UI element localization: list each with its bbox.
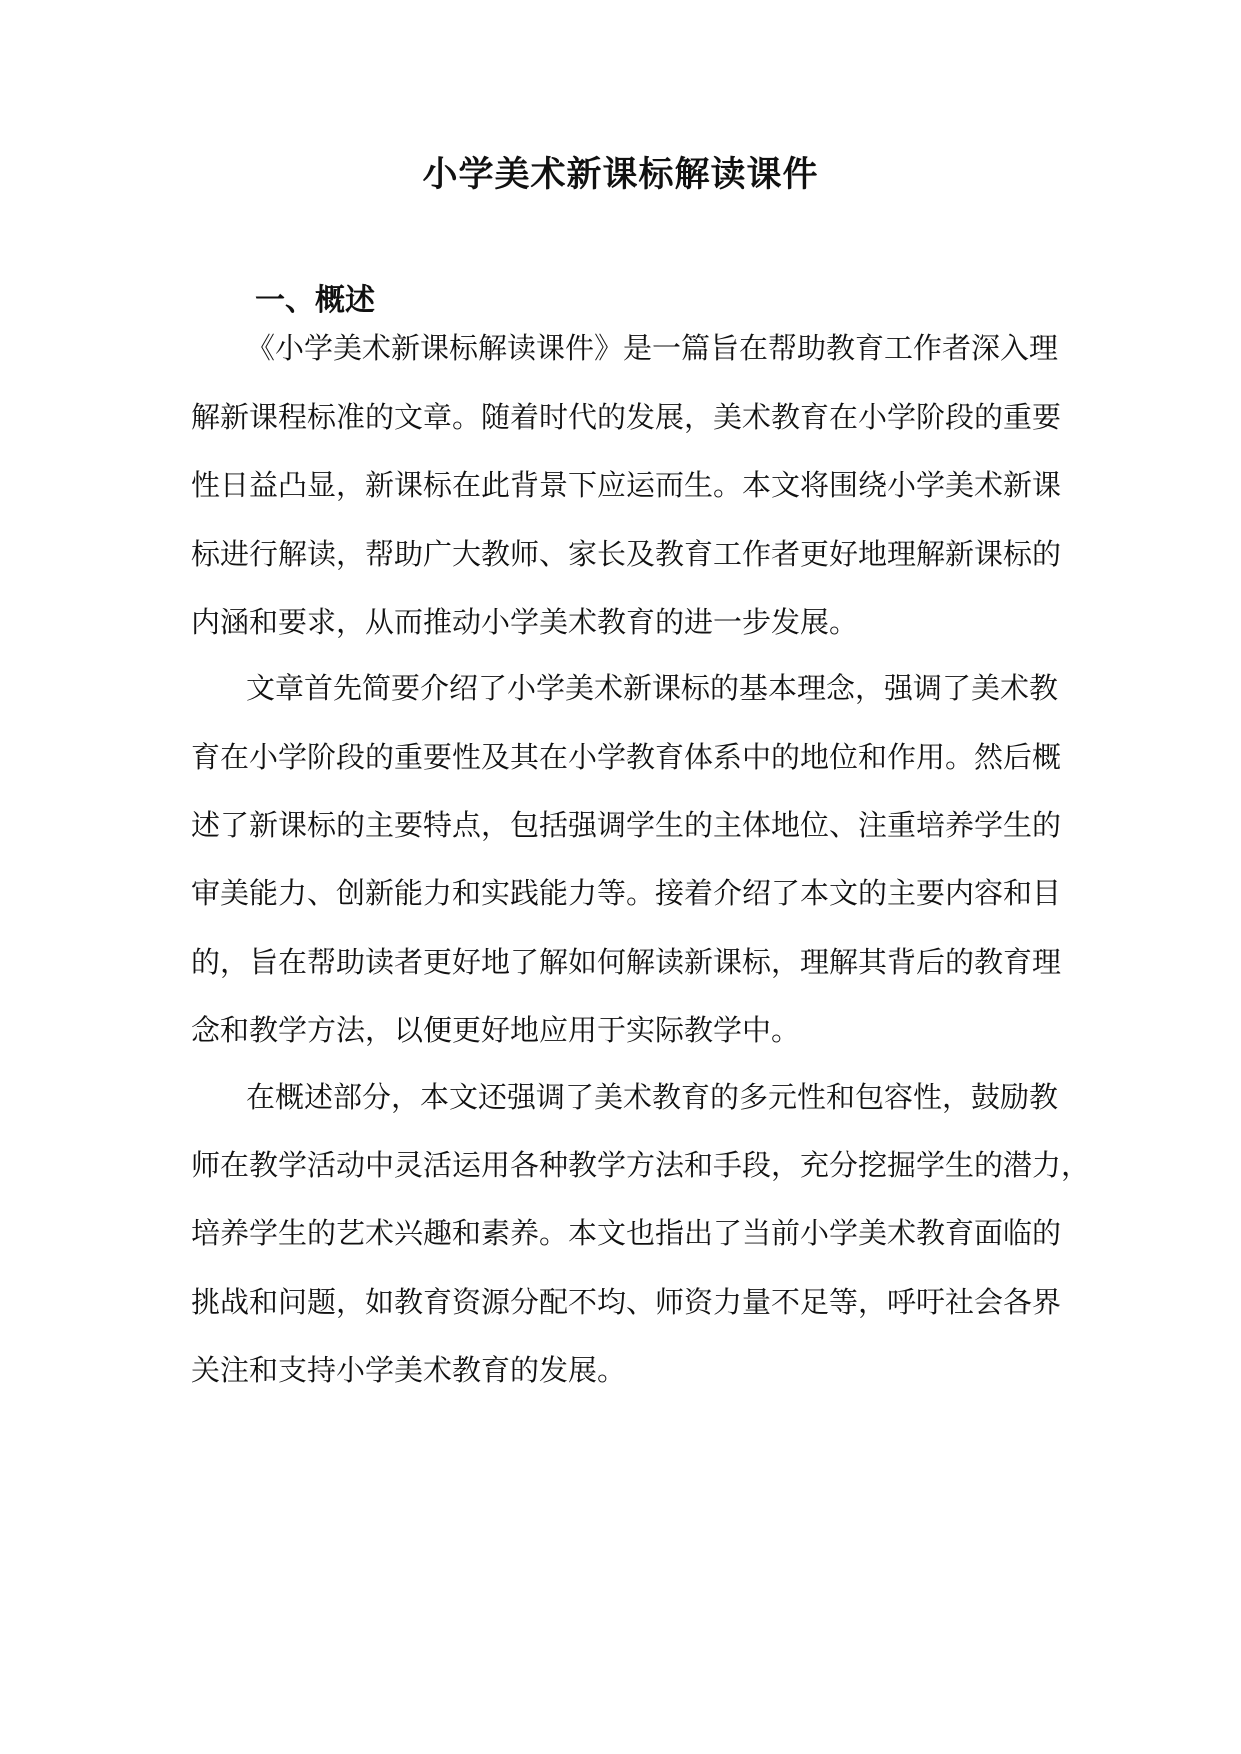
paragraph-line: 挑战和问题，如教育资源分配不均、师资力量不足等，呼吁社会各界 [191,1285,1062,1319]
paragraph-line: 文章首先简要介绍了小学美术新课标的基本理念，强调了美术教 [246,671,1059,705]
paragraph-line: 《小学美术新课标解读课件》是一篇旨在帮助教育工作者深入理 [246,331,1059,365]
paragraph-line: 性日益凸显，新课标在此背景下应运而生。本文将围绕小学美术新课 [191,468,1062,502]
paragraph-line: 师在教学活动中灵活运用各种教学方法和手段，充分挖掘学生的潜力， [191,1148,1091,1182]
paragraph-line: 内涵和要求，从而推动小学美术教育的进一步发展。 [191,605,859,639]
paragraph-line: 的，旨在帮助读者更好地了解如何解读新课标，理解其背后的教育理 [191,945,1062,979]
paragraph-line: 念和教学方法，以便更好地应用于实际教学中。 [191,1013,801,1047]
paragraph-line: 育在小学阶段的重要性及其在小学教育体系中的地位和作用。然后概 [191,740,1062,774]
paragraph-line: 标进行解读，帮助广大教师、家长及教育工作者更好地理解新课标的 [191,537,1062,571]
paragraph-line: 述了新课标的主要特点，包括强调学生的主体地位、注重培养学生的 [191,808,1062,842]
paragraph-line: 关注和支持小学美术教育的发展。 [191,1353,627,1387]
section-heading: 一、概述 [255,283,375,318]
paragraph-line: 审美能力、创新能力和实践能力等。接着介绍了本文的主要内容和目 [191,876,1062,910]
paragraph-line: 培养学生的艺术兴趣和素养。本文也指出了当前小学美术教育面临的 [191,1216,1062,1250]
document-title: 小学美术新课标解读课件 [422,154,819,195]
paragraph-line: 在概述部分，本文还强调了美术教育的多元性和包容性，鼓励教 [246,1080,1059,1114]
paragraph-line: 解新课程标准的文章。随着时代的发展，美术教育在小学阶段的重要 [191,400,1062,434]
